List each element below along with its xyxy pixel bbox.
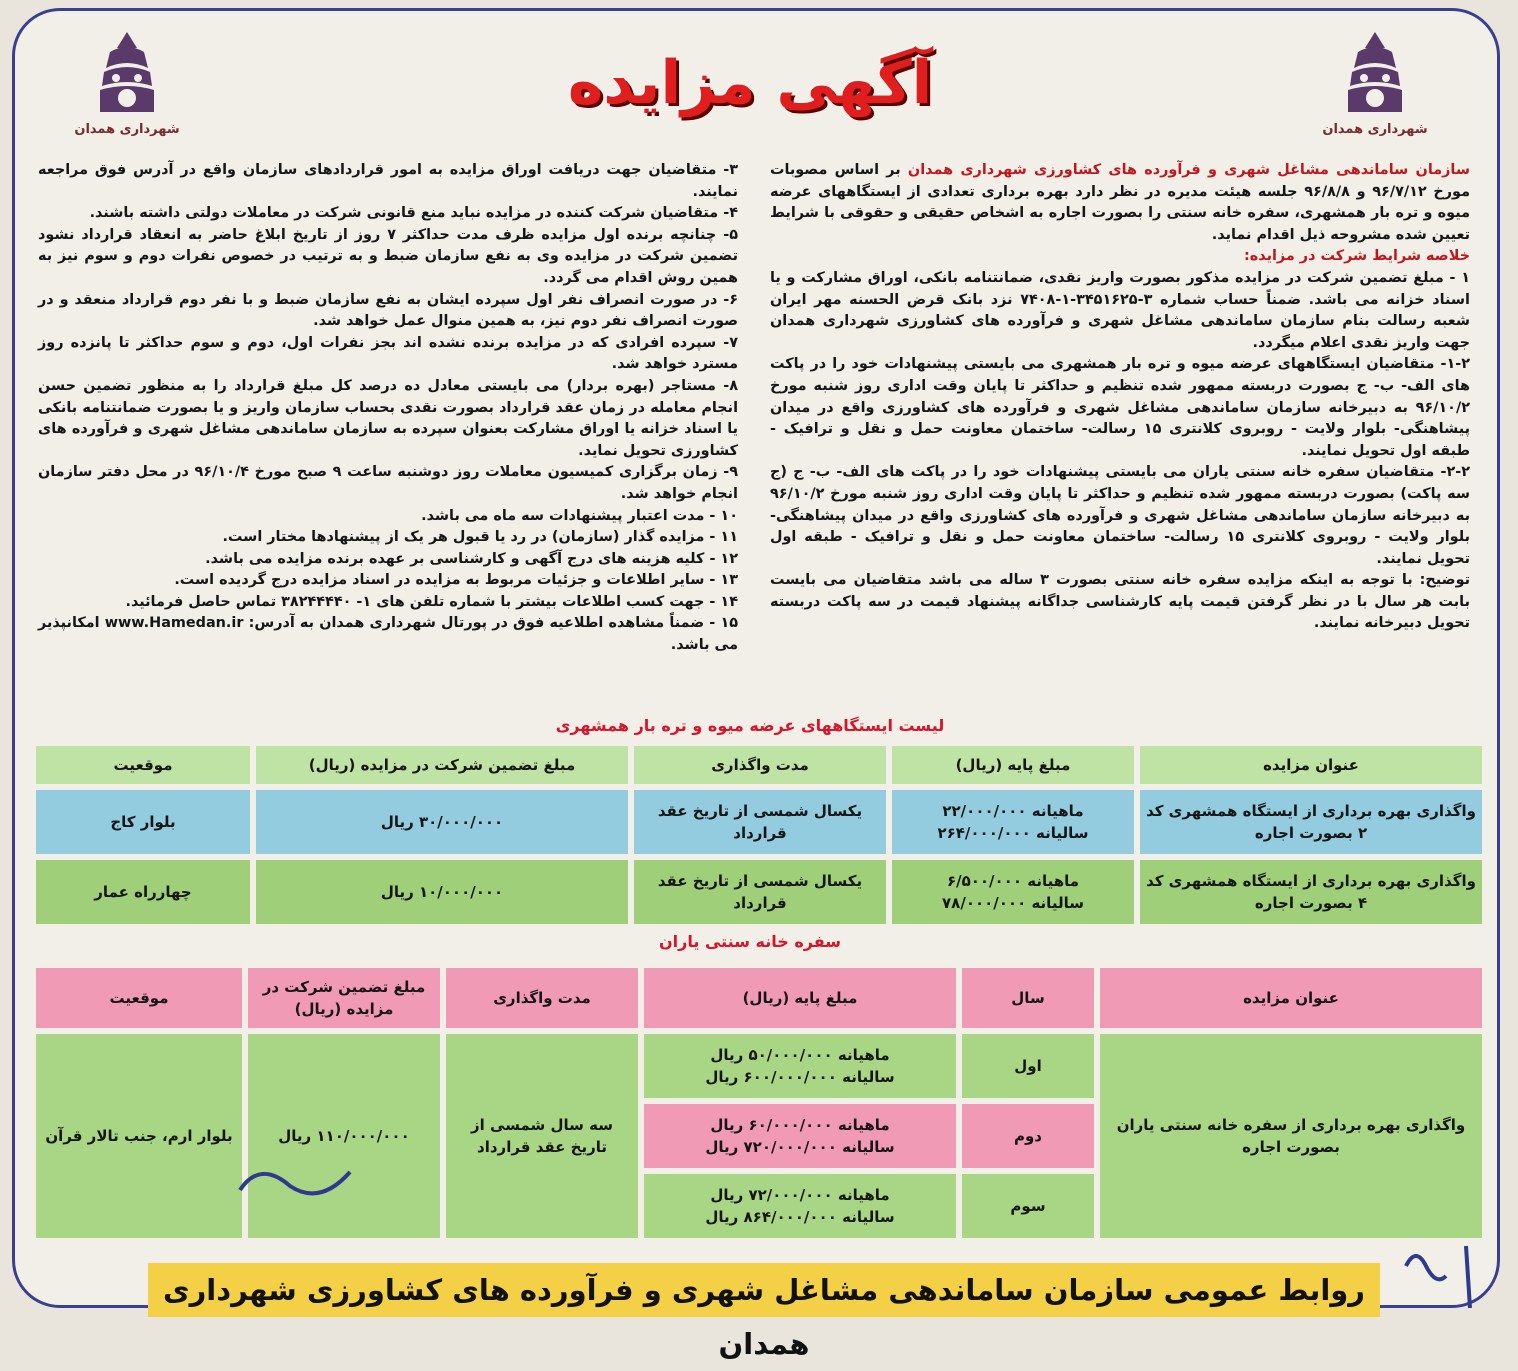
year-cell: اول — [962, 1034, 1094, 1098]
location-cell: چهارراه عمار — [36, 860, 250, 924]
header-cell: مدت واگذاری — [634, 746, 886, 784]
condition-note: توضیح: با توجه به اینکه مزایده سفره خانه سنتی بصورت ۳ ساله می باشد متقاضیان می بایست بابت هر سال با در نظر گرفتن قیمت پایه کارشناسی جداگانه پیشنهاد قیمت در سه پاکت دربسته تحویل دبیرخانه نمایند. — [770, 572, 1470, 632]
header-cell: عنوان مزایده — [1140, 746, 1482, 784]
header-cell: عنوان مزایده — [1100, 968, 1482, 1028]
monthly-price: ماهیانه ۶۰/۰۰۰/۰۰۰ ریال — [710, 1116, 890, 1134]
intro-paragraph — [770, 160, 1470, 246]
base-price-cell — [644, 1174, 956, 1238]
guarantee-cell: ۱۰/۰۰۰/۰۰۰ ریال — [256, 860, 628, 924]
table-row — [36, 1034, 1482, 1098]
header-cell: سال — [962, 968, 1094, 1028]
auction-title-cell: واگذاری بهره برداری از سفره خانه سنتی یاران بصورت اجاره — [1100, 1034, 1482, 1238]
header-cell: مدت واگذاری — [446, 968, 638, 1028]
year-cell: دوم — [962, 1104, 1094, 1168]
portal-link[interactable]: www.Hamedan.ir — [104, 615, 244, 632]
ad-title: آگهی مزایده — [567, 48, 933, 118]
condition-item: ۱-۲- متقاضیان ایستگاههای عرضه میوه و تره بار همشهری می بایستی پیشنهادات خود را در پاکت های الف- ب- ج بصورت دربسته ممهور شده تنظیم و حداکثر تا پایان وقت اداری روز شنبه مورخ ۹۶/۱۰/۲ به دبیرخانه سازمان ساماندهی مشاغل شهری و فرآورده های کشاورزی واقع در میدان پیشاهنگی- بلوار ولایت - روبروی کلانتری ۱۵ رسالت- ساختمان معاونت حمل و نقل و ترافیک - طبقه اول تحویل نمایند. — [770, 356, 1470, 459]
logo-caption: شهرداری همدان — [74, 122, 180, 137]
stations-table — [30, 740, 1488, 930]
right-column — [770, 160, 1470, 635]
header-cell: موقعیت — [36, 968, 242, 1028]
table-row — [36, 790, 1482, 854]
yearly-price: سالیانه ۷۸/۰۰۰/۰۰۰ — [942, 894, 1084, 912]
base-price-cell — [644, 1104, 956, 1168]
condition-item: ۱۰ - مدت اعتبار پیشنهادات سه ماه می باشد. — [421, 507, 738, 524]
year-cell: سوم — [962, 1174, 1094, 1238]
condition-item: ۱۴ - جهت کسب اطلاعات بیشتر با شماره تلفن های ۱- ۳۸۲۴۴۴۴۰ تماس حاصل فرمائید. — [125, 593, 738, 610]
header-cell: مبلغ پایه (ریال) — [644, 968, 956, 1028]
municipality-logo-right — [1310, 28, 1440, 148]
monthly-price: ماهیانه ۷۲/۰۰۰/۰۰۰ ریال — [710, 1186, 890, 1204]
condition-item: ۳- متقاضیان جهت دریافت اوراق مزایده به امور قراردادهای سازمان واقع در آدرس فوق مراجعه نمایند. — [38, 162, 738, 200]
duration-cell: یکسال شمسی از تاریخ عقد قرارداد — [634, 860, 886, 924]
portal-text-tail: امکانپذیر می باشد. — [38, 615, 738, 654]
condition-item-portal — [38, 613, 738, 656]
condition-item: ۱۲ - کلیه هزینه های درج آگهی و کارشناسی بر عهده برنده مزایده می باشد. — [205, 550, 738, 567]
condition-item: ۷- سپرده افرادی که در مزایده برنده نشده اند بجز نفرات اول، دوم و سوم حداکثر تا پانزده روز مسترد خواهد شد. — [38, 334, 738, 373]
condition-item: ۶- در صورت انصراف نفر اول سپرده ایشان به نفع سازمان ضبط و با نفر دوم قرارداد منعقد و در صورت انصراف نفر دوم نیز، به همین منوال عمل خواهد شد. — [38, 291, 738, 330]
footer-banner: روابط عمومی سازمان ساماندهی مشاغل شهری و فرآورده های کشاورزی شهرداری همدان — [148, 1263, 1380, 1317]
header-cell: مبلغ تضمین شرکت در مزایده (ریال) — [256, 746, 628, 784]
conditions-heading: خلاصه شرایط شرکت در مزایده: — [1244, 248, 1470, 265]
left-column — [38, 160, 738, 657]
yearly-price: سالیانه ۲۶۴/۰۰۰/۰۰۰ — [937, 824, 1089, 842]
table-row — [36, 860, 1482, 924]
intro-text: بر اساس مصوبات مورخ ۹۶/۷/۱۲ و ۹۶/۸/۸ جلسه هیئت مدیره در نظر دارد بهره برداری تعدادی از ایستگاههای عرضه میوه و تره بار همشهری، سفره خانه سنتی را بصورت اجاره به اشخاص حقیقی و حقوقی با شرایط تعیین شده مشروحه ذیل اقدام نماید. — [770, 162, 1470, 243]
monthly-price: ماهیانه ۶/۵۰۰/۰۰۰ — [946, 872, 1080, 890]
condition-item: ۴- متقاضیان شرکت کننده در مزایده نباید منع قانونی شرکت در معاملات دولتی داشته باشند. — [89, 205, 738, 222]
yearly-price: سالیانه ۸۶۴/۰۰۰/۰۰۰ ریال — [705, 1208, 895, 1226]
base-price-cell — [644, 1034, 956, 1098]
condition-item: ۹- زمان برگزاری کمیسیون معاملات روز دوشنبه ساعت ۹ صبح مورخ ۹۶/۱۰/۴ در محل دفتر سازمان انجام خواهد شد. — [38, 464, 738, 502]
table-header-row — [36, 746, 1482, 784]
handwritten-mark — [1386, 1236, 1496, 1316]
municipality-emblem-icon — [1340, 28, 1410, 120]
auction-title-cell: واگذاری بهره برداری از ایستگاه همشهری کد ۲ بصورت اجاره — [1140, 790, 1482, 854]
organization-name: سازمان ساماندهی مشاغل شهری و فرآورده های کشاورزی شهرداری همدان — [907, 162, 1470, 178]
condition-item: ۱۳ - سایر اطلاعات و جزئیات مربوط به مزایده در اسناد مزایده درج گردیده است. — [174, 572, 738, 589]
monthly-price: ماهیانه ۲۲/۰۰۰/۰۰۰ — [942, 802, 1084, 820]
handwritten-mark — [230, 1150, 370, 1210]
portal-text: ۱۵ - ضمناً مشاهده اطلاعیه فوق در پورتال شهرداری همدان به آدرس: — [248, 615, 739, 632]
location-cell: بلوار ارم، جنب تالار قرآن — [36, 1034, 242, 1238]
header-cell: موقعیت — [36, 746, 250, 784]
guarantee-cell: ۳۰/۰۰۰/۰۰۰ ریال — [256, 790, 628, 854]
yearly-price: سالیانه ۷۲۰/۰۰۰/۰۰۰ ریال — [705, 1138, 895, 1156]
municipality-logo-left — [62, 28, 192, 148]
location-cell: بلوار کاج — [36, 790, 250, 854]
condition-item: ۸- مستاجر (بهره بردار) می بایستی معادل ده درصد کل مبلغ قرارداد را به منظور تضمین حسن انجام معامله در زمان عقد قرارداد بصورت نقدی بحساب سازمان واریز و یا بصورت ضمانتنامه بانکی یا اسناد خزانه یا اوراق مشارکت بعنوان سپرده به سازمان ساماندهی مشاغل شهری و فرآورده های کشاورزی تحویل نماید. — [38, 377, 738, 459]
condition-item: ۵- چنانچه برنده اول مزایده ظرف مدت حداکثر ۷ روز از تاریخ ابلاغ حاضر به انعقاد قرارداد نشود تضمین شرکت در مزایده وی به نفع سازمان ضبط و به ترتیب در خصوص نفرات دوم و سوم نیز به همین روش اقدام می گردد. — [38, 226, 739, 286]
header-cell: مبلغ پایه (ریال) — [892, 746, 1134, 784]
municipality-emblem-icon — [92, 28, 162, 120]
duration-cell: یکسال شمسی از تاریخ عقد قرارداد — [634, 790, 886, 854]
teahouse-table-caption: سفره خانه سنتی یاران — [659, 932, 841, 951]
condition-item: ۲-۲- متقاضیان سفره خانه سنتی یاران می بایستی پیشنهادات خود را در پاکت های الف- ب- ج (ج سه پاکت) بصورت دربسته ممهور شده تنظیم و حداکثر تا پایان وقت اداری روز شنبه مورخ ۹۶/۱۰/۲ به دبیرخانه سازمان ساماندهی مشاغل شهری و فرآورده های کشاورزی واقع در میدان پیشاهنگی- بلوار ولایت - روبروی کلانتری ۱۵ رسالت- ساختمان معاونت حمل و نقل و ترافیک - طبقه اول تحویل نمایند. — [770, 464, 1470, 567]
duration-cell: سه سال شمسی از تاریخ عقد قرارداد — [446, 1034, 638, 1238]
base-price-cell — [892, 860, 1134, 924]
condition-item: ۱۱ - مزایده گذار (سازمان) در رد یا قبول هر یک از پیشنهادها مختار است. — [222, 529, 738, 546]
yearly-price: سالیانه ۶۰۰/۰۰۰/۰۰۰ ریال — [705, 1068, 895, 1086]
base-price-cell — [892, 790, 1134, 854]
auction-title-cell: واگذاری بهره برداری از ایستگاه همشهری کد ۴ بصورت اجاره — [1140, 860, 1482, 924]
stations-table-caption: لیست ایستگاههای عرضه میوه و تره بار همشهری — [555, 716, 945, 735]
condition-item: ۱ - مبلغ تضمین شرکت در مزایده مذکور بصورت واریز نقدی، ضمانتنامه بانکی، اوراق مشارکت و یا اسناد خزانه می باشد. ضمناً حساب شماره ۳-۳۴۵۱۶۲۵-۱-۷۴۰۸ نزد بانک قرض الحسنه مهر ایران شعبه رسالت بنام سازمان ساماندهی مشاغل شهری و فرآورده های کشاورزی شهرداری همدان جهت واریز نقدی اعلام میگردد. — [770, 269, 1470, 351]
header-cell: مبلغ تضمین شرکت در مزایده (ریال) — [248, 968, 440, 1028]
logo-caption: شهرداری همدان — [1322, 122, 1428, 137]
monthly-price: ماهیانه ۵۰/۰۰۰/۰۰۰ ریال — [710, 1046, 890, 1064]
guarantee-cell: ۱۱۰/۰۰۰/۰۰۰ ریال — [248, 1034, 440, 1238]
table-header-row — [36, 968, 1482, 1028]
